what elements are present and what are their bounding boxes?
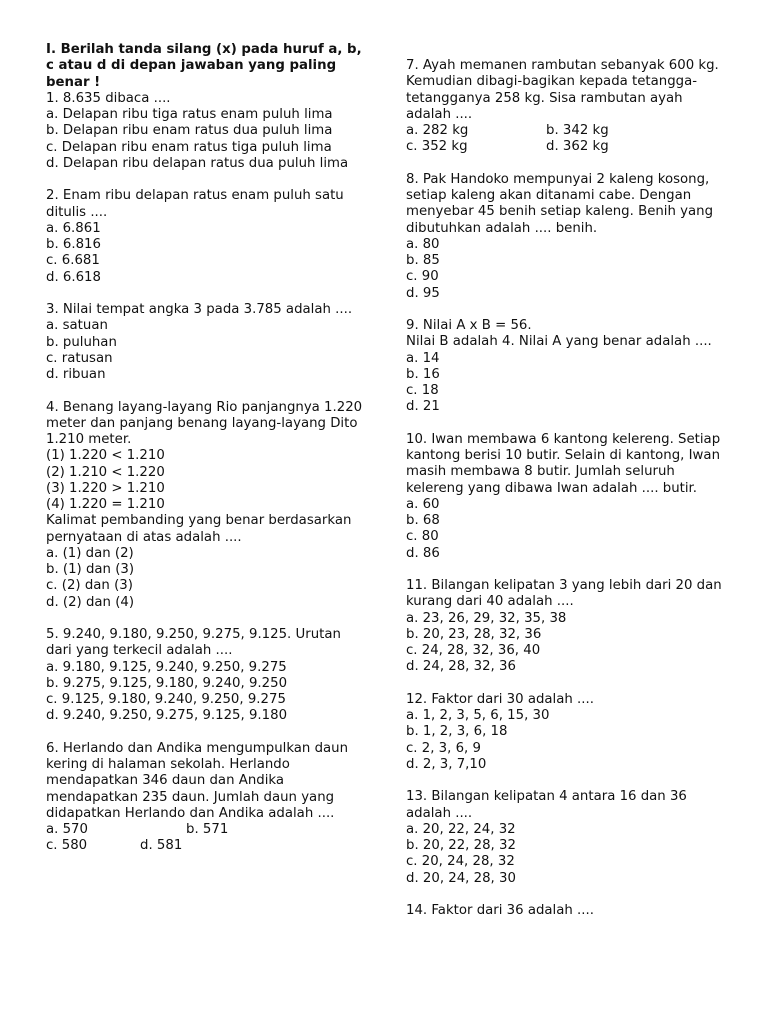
question-3 — [46, 302, 364, 383]
question-text: 7. Ayah memanen rambutan sebanyak 600 kg. Kemudian dibagi-bagikan kepada tetangga-tetangganya 258 kg. Sisa rambutan ayah adalah .... — [406, 58, 719, 122]
option-a: a. Delapan ribu tiga ratus enam puluh lima — [46, 107, 333, 122]
question-text: 8. Pak Handoko mempunyai 2 kaleng kosong, setiap kaleng akan ditanami cabe. Dengan menyebar 45 benih setiap kaleng. Benih yang dibutuhkan adalah .... benih. — [406, 171, 714, 236]
question-text: 11. Bilangan kelipatan 3 yang lebih dari 20 dan kurang dari 40 adalah .... — [406, 578, 722, 610]
option-a: a. 14 — [406, 350, 440, 366]
question-1 — [46, 91, 364, 172]
option-a: a. 80 — [406, 236, 440, 252]
options-row-1 — [406, 123, 724, 139]
option-d: d. 95 — [406, 285, 440, 301]
question-text: 10. Iwan membawa 6 kantong kelereng. Setiap kantong berisi 10 butir. Selain di kantong, Iwan masih membawa 8 butir. Jumlah seluruh kelereng yang dibawa Iwan adalah .... butir. — [406, 431, 721, 496]
question-8 — [406, 172, 724, 302]
option-a: a. (1) dan (2) — [46, 545, 134, 561]
option-b: b. 6.816 — [46, 237, 101, 252]
question-text: 14. Faktor dari 36 adalah .... — [406, 903, 594, 918]
right-column — [406, 58, 724, 936]
statement-2: (2) 1.210 < 1.220 — [46, 464, 165, 480]
question-4 — [46, 400, 364, 611]
option-d: d. 2, 3, 7,10 — [406, 756, 487, 772]
option-a: a. 23, 26, 29, 32, 35, 38 — [406, 610, 567, 626]
option-d: d. 6.618 — [46, 269, 101, 285]
option-c: c. ratusan — [46, 350, 113, 366]
option-b: b. Delapan ribu enam ratus dua puluh lima — [46, 123, 333, 139]
question-12 — [406, 692, 724, 773]
options-row-2 — [406, 139, 724, 155]
question-prompt: Kalimat pembanding yang benar berdasarkan pernyataan di atas adalah .... — [46, 513, 352, 545]
option-d: d. 24, 28, 32, 36 — [406, 659, 516, 675]
option-b: b. 20, 22, 28, 32 — [406, 838, 516, 853]
option-b: b. 9.275, 9.125, 9.180, 9.240, 9.250 — [46, 675, 288, 691]
option-d: d. (2) dan (4) — [46, 594, 135, 610]
option-d: d. 20, 24, 28, 30 — [406, 870, 516, 886]
option-b: b. (1) dan (3) — [46, 562, 135, 577]
question-text: 9. Nilai A x B = 56. — [406, 318, 532, 333]
option-d: d. 21 — [406, 399, 440, 415]
question-9 — [406, 318, 724, 416]
question-text: 4. Benang layang-layang Rio panjangnya 1.220 meter dan panjang benang layang-layang Dito 1.210 meter. — [46, 399, 363, 447]
option-c: c. 90 — [406, 269, 439, 285]
option-b: b. 68 — [406, 513, 440, 528]
instructions-heading: I. Berilah tanda silang (x) pada huruf a, b, c atau d di depan jawaban yang paling benar ! — [46, 42, 362, 90]
option-b: b. 16 — [406, 366, 440, 382]
option-c: c. 9.125, 9.180, 9.240, 9.250, 9.275 — [46, 692, 286, 707]
left-column — [46, 42, 364, 871]
option-b: b. 1, 2, 3, 6, 18 — [406, 724, 508, 740]
question-text: 12. Faktor dari 30 adalah .... — [406, 691, 594, 707]
question-text: 6. Herlando dan Andika mengumpulkan daun kering di halaman sekolah. Herlando mendapatkan 346 daun dan Andika mendapatkan 235 daun. Jumlah daun yang didapatkan Herlando dan Andika adalah .... — [46, 740, 349, 821]
question-text: 1. 8.635 dibaca .... — [46, 90, 171, 106]
question-text-2: Nilai B adalah 4. Nilai A yang benar adalah .... — [406, 334, 712, 350]
options-row-1 — [46, 822, 364, 838]
option-c: c. 80 — [406, 529, 439, 545]
option-d: d. 9.240, 9.250, 9.275, 9.125, 9.180 — [46, 708, 288, 724]
option-a: a. 60 — [406, 496, 440, 512]
option-d: d. 86 — [406, 545, 440, 561]
option-a: a. 6.861 — [46, 220, 101, 236]
option-d: d. Delapan ribu delapan ratus dua puluh lima — [46, 155, 349, 171]
option-c: c. 20, 24, 28, 32 — [406, 854, 515, 870]
option-c: c. 2, 3, 6, 9 — [406, 740, 481, 756]
statement-3: (3) 1.220 > 1.210 — [46, 480, 165, 496]
option-c: c. 24, 28, 32, 36, 40 — [406, 643, 541, 658]
question-11 — [406, 578, 724, 676]
option-c: c. 6.681 — [46, 253, 100, 269]
question-14 — [406, 903, 724, 919]
option-d: d. 581 — [140, 838, 183, 854]
statement-1: (1) 1.220 < 1.210 — [46, 448, 165, 464]
option-a: a. 20, 22, 24, 32 — [406, 821, 516, 837]
question-text: 2. Enam ribu delapan ratus enam puluh satu ditulis .... — [46, 188, 344, 220]
option-d: d. ribuan — [46, 367, 106, 382]
option-c: c. 580 — [46, 838, 88, 854]
statement-4: (4) 1.220 = 1.210 — [46, 497, 165, 512]
option-b: b. 571 — [186, 822, 229, 837]
question-10 — [406, 432, 724, 562]
option-c: c. 352 kg — [406, 139, 468, 155]
option-c: c. 18 — [406, 383, 439, 398]
question-5 — [46, 627, 364, 725]
option-c: c. Delapan ribu enam ratus tiga puluh lima — [46, 139, 332, 155]
option-a: a. 282 kg — [406, 123, 469, 138]
option-c: c. (2) dan (3) — [46, 578, 133, 594]
question-13 — [406, 789, 724, 887]
option-a: a. 9.180, 9.125, 9.240, 9.250, 9.275 — [46, 659, 287, 675]
option-a: a. 1, 2, 3, 5, 6, 15, 30 — [406, 708, 550, 723]
question-text: 5. 9.240, 9.180, 9.250, 9.275, 9.125. Urutan dari yang terkecil adalah .... — [46, 627, 341, 659]
option-a: a. satuan — [46, 318, 108, 334]
option-b: b. 85 — [406, 253, 440, 268]
option-a: a. 570 — [46, 822, 88, 837]
option-b: b. puluhan — [46, 334, 117, 350]
option-d: d. 362 kg — [546, 139, 609, 155]
options-row-2 — [46, 838, 364, 854]
question-2 — [46, 188, 364, 286]
option-b: b. 342 kg — [546, 123, 609, 138]
option-b: b. 20, 23, 28, 32, 36 — [406, 626, 542, 642]
question-text: 13. Bilangan kelipatan 4 antara 16 dan 36 adalah .... — [406, 789, 687, 821]
question-6 — [46, 741, 364, 855]
question-text: 3. Nilai tempat angka 3 pada 3.785 adalah .... — [46, 302, 353, 317]
question-7 — [406, 58, 724, 156]
